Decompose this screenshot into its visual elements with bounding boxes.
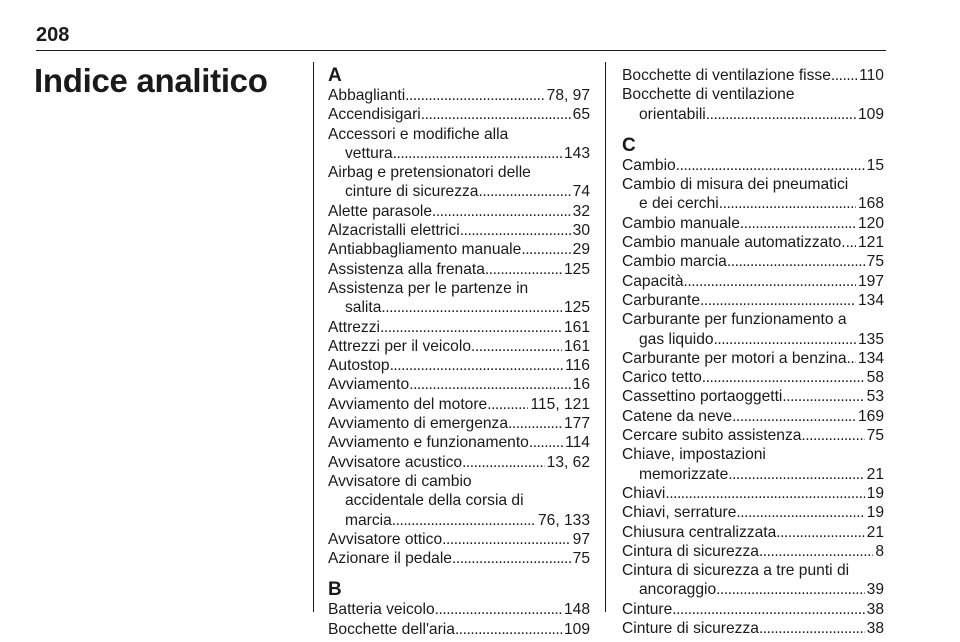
entry-text: Avviamento di emergenza — [328, 415, 509, 433]
index-entry-cinture — [622, 600, 884, 619]
entry-page-refs: 168 — [857, 195, 884, 213]
dot-leader — [380, 318, 562, 337]
entry-text: Abbaglianti — [328, 87, 406, 104]
dot-leader — [381, 298, 562, 317]
entry-text: Airbag e pretensionatori delle — [328, 164, 531, 182]
entry-text: Cinture — [622, 600, 673, 618]
dot-leader — [487, 395, 528, 414]
entry-page-refs: 134 — [857, 349, 884, 367]
dot-leader — [508, 414, 562, 433]
entry-text: Assistenza alla frenata — [328, 260, 485, 278]
dot-leader — [462, 453, 545, 472]
dot-leader — [478, 182, 570, 201]
dot-leader — [736, 503, 864, 522]
entry-text: marcia — [345, 511, 392, 529]
entry-text: Accendisigari — [328, 106, 421, 124]
entry-page-refs: 114 — [565, 434, 590, 452]
dot-leader — [776, 523, 864, 542]
dot-leader — [719, 194, 856, 213]
index-entry-bocchette-di-ventilazione-fisse — [622, 66, 884, 85]
entry-page-refs: 125 — [563, 299, 590, 317]
dot-leader — [435, 600, 562, 619]
entry-text: Avvisatore acustico — [328, 453, 463, 471]
index-entry-chiave-impostazioni — [622, 445, 884, 484]
entry-text: Bocchette di ventilazione fisse — [622, 67, 831, 84]
entry-page-refs: 15 — [866, 156, 884, 174]
entry-page-refs: 115, 121 — [530, 395, 590, 413]
entry-page-refs: 134 — [857, 291, 884, 309]
entry-text: Catene da neve — [622, 407, 733, 425]
dot-leader — [716, 580, 864, 599]
dot-leader — [801, 426, 864, 445]
entry-page-refs: 30 — [572, 222, 590, 240]
index-entry-attrezzi-per-il-veicolo — [328, 337, 590, 356]
entry-page-refs: 143 — [563, 144, 590, 162]
index-entry-accessori-e-modifiche-alla — [328, 125, 590, 164]
entry-page-refs: 21 — [866, 465, 884, 483]
dot-leader — [460, 221, 571, 240]
entry-page-refs: 148 — [563, 601, 590, 619]
dot-leader — [392, 511, 536, 530]
entry-page-refs: 38 — [866, 620, 884, 638]
page-title: Indice analitico — [34, 62, 268, 99]
entry-text: Cambio di misura dei pneumatici — [622, 176, 849, 194]
dot-leader — [409, 375, 570, 394]
entry-text: Cambio manuale automatizzato. — [622, 234, 846, 252]
dot-leader — [471, 337, 562, 356]
entry-page-refs: 65 — [572, 106, 590, 124]
entry-page-refs: 75 — [572, 550, 590, 568]
index-entry-carburante-per-funzionamento-a — [622, 310, 884, 349]
entry-page-refs: 109 — [563, 620, 590, 638]
entry-text: Avvisatore ottico — [328, 530, 443, 548]
dot-leader — [521, 240, 570, 259]
dot-leader — [432, 202, 571, 221]
entry-page-refs: 74 — [572, 183, 590, 201]
entry-text: Assistenza per le partenze in — [328, 279, 529, 297]
entry-page-refs: 120 — [857, 214, 884, 232]
dot-leader — [421, 105, 571, 124]
entry-page-refs: 8 — [875, 542, 884, 560]
dot-leader — [846, 233, 856, 252]
entry-page-refs: 116 — [565, 357, 590, 375]
index-entry-cintura-di-sicurezza-a-tre-punti-di — [622, 561, 884, 600]
entry-text: Cintura di sicurezza — [622, 542, 759, 560]
entry-page-refs: 197 — [857, 272, 884, 290]
dot-leader — [700, 291, 856, 310]
entry-text: Batteria veicolo — [328, 601, 435, 619]
index-column-right — [622, 66, 884, 638]
entry-page-refs: 53 — [866, 388, 884, 406]
entry-text: Carico tetto — [622, 369, 702, 387]
dot-leader — [706, 105, 856, 124]
index-entry-cinture-di-sicurezza — [622, 619, 884, 638]
dot-leader — [672, 600, 864, 619]
index-entry-alzacristalli-elettrici — [328, 221, 590, 240]
index-entry-cintura-di-sicurezza — [622, 542, 884, 561]
entry-text: Cambio manuale — [622, 214, 740, 232]
entry-text: Bocchette di ventilazione — [622, 86, 795, 104]
entry-page-refs: 13, 62 — [546, 453, 590, 471]
dot-leader — [759, 542, 873, 561]
index-entry-chiavi — [622, 484, 884, 503]
dot-leader — [714, 330, 856, 349]
entry-text: Capacità — [622, 272, 684, 290]
index-entry-batteria-veicolo — [328, 600, 590, 619]
entry-text: e dei cerchi — [639, 195, 719, 213]
index-entry-abbaglianti — [328, 86, 590, 105]
entry-page-refs: 32 — [572, 202, 590, 220]
entry-text: Cambio — [622, 156, 676, 174]
entry-page-refs: 110 — [859, 67, 884, 84]
index-entry-cambio-marcia — [622, 252, 884, 271]
index-entry-azionare-il-pedale — [328, 549, 590, 568]
index-entry-alette-parasole — [328, 202, 590, 221]
index-entry-antiabbagliamento-manuale — [328, 240, 590, 259]
entry-page-refs: 58 — [866, 369, 884, 387]
entry-text: Attrezzi — [328, 318, 380, 336]
index-entry-assistenza-per-le-partenze-in — [328, 279, 590, 318]
entry-page-refs: 109 — [857, 105, 884, 123]
entry-page-refs: 78, 97 — [546, 87, 590, 104]
entry-page-refs: 19 — [866, 504, 884, 522]
dot-leader — [847, 349, 856, 368]
entry-text: Alette parasole — [328, 202, 433, 220]
entry-text: Chiusura centralizzata — [622, 523, 777, 541]
index-entry-capacita — [622, 272, 884, 291]
entry-text: Carburante per funzionamento a — [622, 311, 847, 329]
dot-leader — [727, 252, 865, 271]
index-entry-avviamento-di-emergenza — [328, 414, 590, 433]
entry-text: Cintura di sicurezza a tre punti di — [622, 562, 850, 580]
index-entry-cambio — [622, 156, 884, 175]
index-entry-cambio-manuale-automatizzato — [622, 233, 884, 252]
index-entry-cassettino-portaoggetti — [622, 387, 884, 406]
dot-leader — [405, 86, 544, 105]
dot-leader — [485, 260, 562, 279]
header-rule — [36, 50, 886, 51]
entry-page-refs: 38 — [866, 600, 884, 618]
entry-page-refs: 29 — [572, 241, 590, 259]
dot-leader — [759, 619, 865, 638]
entry-text: Cinture di sicurezza — [622, 620, 759, 638]
dot-leader — [831, 66, 857, 85]
index-entry-avvisatore-ottico — [328, 530, 590, 549]
index-entry-carico-tetto — [622, 368, 884, 387]
section-letter-b: B — [328, 579, 342, 601]
dot-leader — [665, 484, 864, 503]
entry-text: Avviamento — [328, 376, 410, 394]
dot-leader — [676, 156, 865, 175]
dot-leader — [740, 214, 856, 233]
dot-leader — [728, 465, 864, 484]
entry-text: orientabili — [639, 105, 706, 123]
index-entry-carburante-per-motori-a-benzina — [622, 349, 884, 368]
index-entry-avviamento-e-funzionamento — [328, 433, 590, 452]
entry-page-refs: 121 — [857, 234, 884, 252]
index-entry-chiavi-serrature — [622, 503, 884, 522]
entry-text: Avviamento e funzionamento — [328, 434, 529, 452]
page-number: 208 — [36, 24, 70, 46]
entry-text: gas liquido — [639, 330, 714, 348]
entry-text: ancoraggio — [639, 581, 717, 599]
dot-leader — [455, 620, 562, 639]
dot-leader — [442, 530, 571, 549]
index-entry-autostop — [328, 356, 590, 375]
index-entry-carburante — [622, 291, 884, 310]
entry-page-refs: 76, 133 — [537, 511, 590, 529]
section-letter-c: C — [622, 134, 636, 156]
index-entry-bocchette-di-ventilazione — [622, 85, 884, 124]
dot-leader — [452, 549, 571, 568]
entry-page-refs: 161 — [563, 318, 590, 336]
entry-page-refs: 39 — [866, 581, 884, 599]
index-entry-attrezzi — [328, 318, 590, 337]
entry-text: Cambio marcia — [622, 253, 727, 271]
entry-text: Alzacristalli elettrici — [328, 222, 460, 240]
entry-page-refs: 16 — [572, 376, 590, 394]
index-entry-avviamento — [328, 375, 590, 394]
entry-page-refs: 125 — [563, 260, 590, 278]
index-entry-avvisatore-di-cambio — [328, 472, 590, 530]
entry-text: memorizzate — [639, 465, 729, 483]
entry-text: Avviamento del motore — [328, 395, 488, 413]
entry-text: cinture di sicurezza — [345, 183, 479, 201]
entry-text: Cercare subito assistenza — [622, 427, 802, 445]
entry-page-refs: 161 — [563, 337, 590, 355]
entry-page-refs: 19 — [866, 484, 884, 502]
entry-text: Carburante per motori a benzina — [622, 349, 847, 367]
entry-page-refs: 21 — [866, 523, 884, 541]
entry-text: Chiavi — [622, 484, 666, 502]
entry-text: Autostop — [328, 357, 390, 375]
dot-leader — [684, 272, 856, 291]
index-column-left — [328, 66, 590, 639]
entry-text: Attrezzi per il veicolo — [328, 337, 471, 355]
index-entry-chiusura-centralizzata — [622, 523, 884, 542]
entry-text: vettura — [345, 144, 393, 162]
entry-text: Bocchette dell'aria — [328, 620, 455, 638]
entry-text: Accessori e modifiche alla — [328, 125, 509, 143]
column-divider — [605, 62, 606, 612]
index-entry-bocchette-dell-aria — [328, 620, 590, 639]
index-entry-accendisigari — [328, 105, 590, 124]
index-entry-cambio-manuale — [622, 214, 884, 233]
entry-text: Avvisatore di cambio — [328, 472, 472, 490]
index-entry-avvisatore-acustico — [328, 453, 590, 472]
entry-text: Chiave, impostazioni — [622, 446, 766, 464]
index-entry-cercare-subito-assistenza — [622, 426, 884, 445]
entry-page-refs: 75 — [866, 427, 884, 445]
index-entry-avviamento-del-motore — [328, 395, 590, 414]
entry-text: salita — [345, 299, 382, 317]
dot-leader — [732, 407, 856, 426]
index-entry-cambio-di-misura-dei-pneumatici — [622, 175, 884, 214]
entry-text: Azionare il pedale — [328, 550, 452, 568]
entry-page-refs: 97 — [572, 530, 590, 548]
entry-text: accidentale della corsia di — [345, 492, 524, 510]
section-letter-a: A — [328, 65, 342, 86]
dot-leader — [390, 356, 564, 375]
index-entry-catene-da-neve — [622, 407, 884, 426]
entry-page-refs: 177 — [563, 415, 590, 433]
entry-text: Chiavi, serrature — [622, 504, 737, 522]
entry-text: Carburante — [622, 291, 701, 309]
entry-page-refs: 135 — [857, 330, 884, 348]
dot-leader — [702, 368, 865, 387]
entry-page-refs: 169 — [857, 407, 884, 425]
entry-page-refs: 75 — [866, 253, 884, 271]
index-entry-assistenza-alla-frenata — [328, 260, 590, 279]
dot-leader — [529, 433, 563, 452]
column-divider — [313, 62, 314, 612]
index-entry-airbag-e-pretensionatori-delle — [328, 163, 590, 202]
dot-leader — [393, 144, 562, 163]
entry-text: Cassettino portaoggetti — [622, 388, 783, 406]
entry-text: Antiabbagliamento manuale — [328, 241, 522, 259]
dot-leader — [782, 387, 864, 406]
